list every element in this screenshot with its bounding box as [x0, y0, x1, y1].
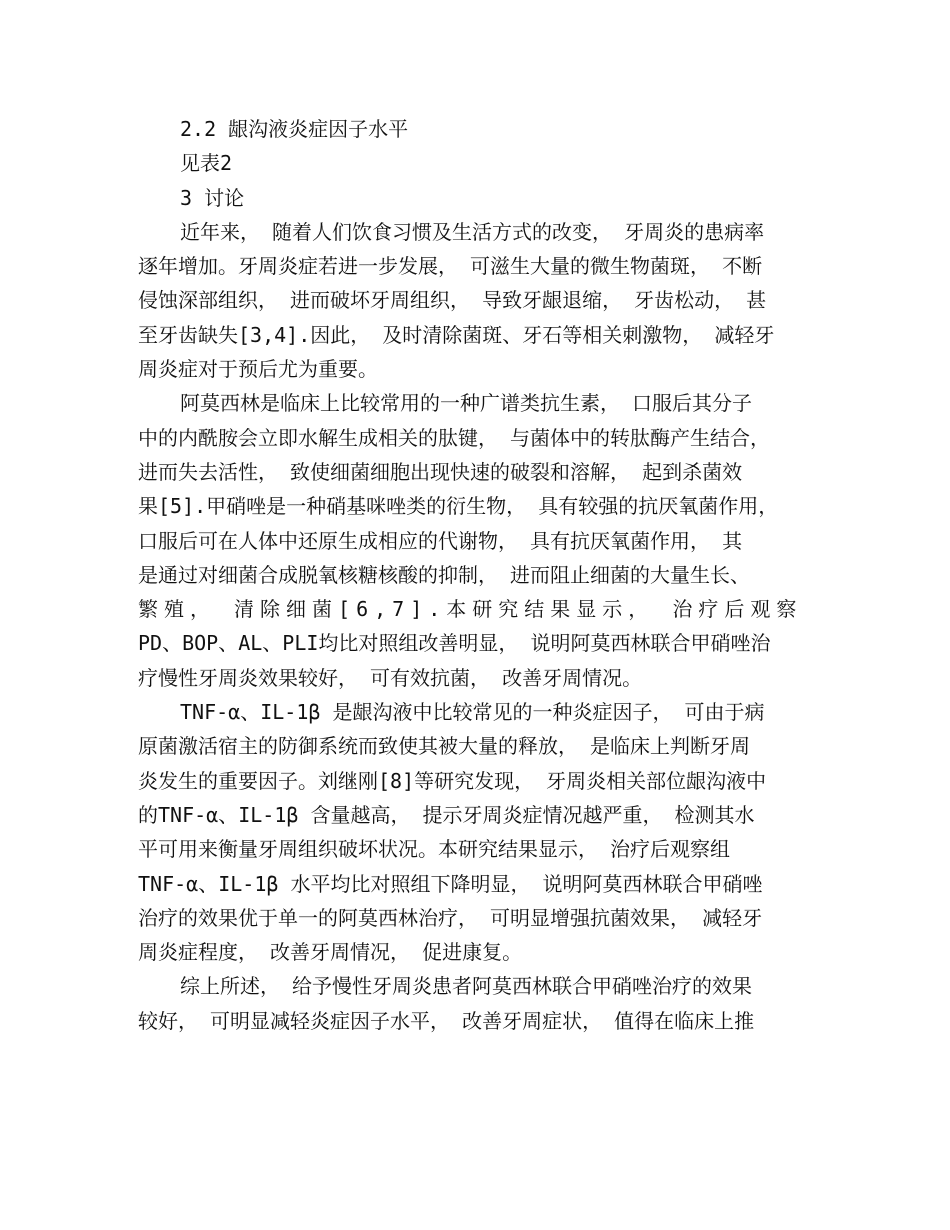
paragraph-line: 至牙齿缺失[3,4].因此， 及时清除菌斑、牙石等相关刺激物， 减轻牙: [138, 322, 775, 347]
paragraph-line: 逐年增加。牙周炎症若进一步发展， 可滋生大量的微生物菌斑， 不断: [138, 254, 763, 279]
paragraph-line: PD、BOP、AL、PLI均比对照组改善明显， 说明阿莫西林联合甲硝唑治: [138, 631, 771, 656]
paragraph-line: TNF-α、IL-1β 水平均比对照组下降明显， 说明阿莫西林联合甲硝唑: [138, 871, 763, 896]
paragraph-line: 繁殖， 清除细菌[6,7].本研究结果显示， 治疗后观察: [138, 597, 803, 622]
paragraph-line: 较好， 可明显减轻炎症因子水平， 改善牙周症状， 值得在临床上推: [138, 1008, 755, 1033]
section-heading-2-2: 2.2 龈沟液炎症因子水平: [180, 117, 409, 141]
paragraph-line: 的TNF-α、IL-1β 含量越高， 提示牙周炎症情况越严重， 检测其水: [138, 802, 755, 827]
paragraph-line: 果[5].甲硝唑是一种硝基咪唑类的衍生物， 具有较强的抗厌氧菌作用，: [138, 494, 779, 519]
paragraph-line: 口服后可在人体中还原生成相应的代谢物， 具有抗厌氧菌作用， 其: [138, 528, 743, 553]
paragraph-line: 治疗的效果优于单一的阿莫西林治疗， 可明显增强抗菌效果， 减轻牙: [138, 905, 763, 930]
paragraph-line: 综上所述， 给予慢性牙周炎患者阿莫西林联合甲硝唑治疗的效果: [180, 974, 753, 999]
paragraph-line: TNF-α、IL-1β 是龈沟液中比较常见的一种炎症因子， 可由于病: [180, 700, 765, 725]
paragraph-line: 周炎症对于预后尤为重要。: [138, 357, 378, 382]
paragraph-line: 是通过对细菌合成脱氧核糖核酸的抑制， 进而阻止细菌的大量生长、: [138, 562, 751, 587]
table-reference: 见表2: [180, 151, 233, 176]
paragraph-line: 周炎症程度， 改善牙周情况， 促进康复。: [138, 940, 523, 965]
paragraph-line: 进而失去活性， 致使细菌细胞出现快速的破裂和溶解， 起到杀菌效: [138, 459, 743, 484]
paragraph-line: 阿莫西林是临床上比较常用的一种广谱类抗生素， 口服后其分子: [180, 391, 753, 416]
section-heading-3: 3 讨论: [180, 185, 245, 210]
paragraph-line: 近年来， 随着人们饮食习惯及生活方式的改变， 牙周炎的患病率: [180, 219, 765, 244]
paragraph-line: 中的内酰胺会立即水解生成相关的肽键， 与菌体中的转肽酶产生结合，: [138, 425, 771, 450]
paragraph-line: 侵蚀深部组织， 进而破坏牙周组织， 导致牙龈退缩， 牙齿松动， 甚: [138, 288, 767, 313]
paragraph-line: 原菌激活宿主的防御系统而致使其被大量的释放， 是临床上判断牙周: [138, 734, 751, 759]
document-body: [138, 112, 818, 1038]
paragraph-line: 炎发生的重要因子。刘继刚[8]等研究发现， 牙周炎相关部位龈沟液中: [138, 768, 767, 793]
paragraph-line: 疗慢性牙周炎效果较好， 可有效抗菌， 改善牙周情况。: [138, 665, 643, 690]
paragraph-line: 平可用来衡量牙周组织破坏状况。本研究结果显示， 治疗后观察组: [138, 837, 731, 862]
